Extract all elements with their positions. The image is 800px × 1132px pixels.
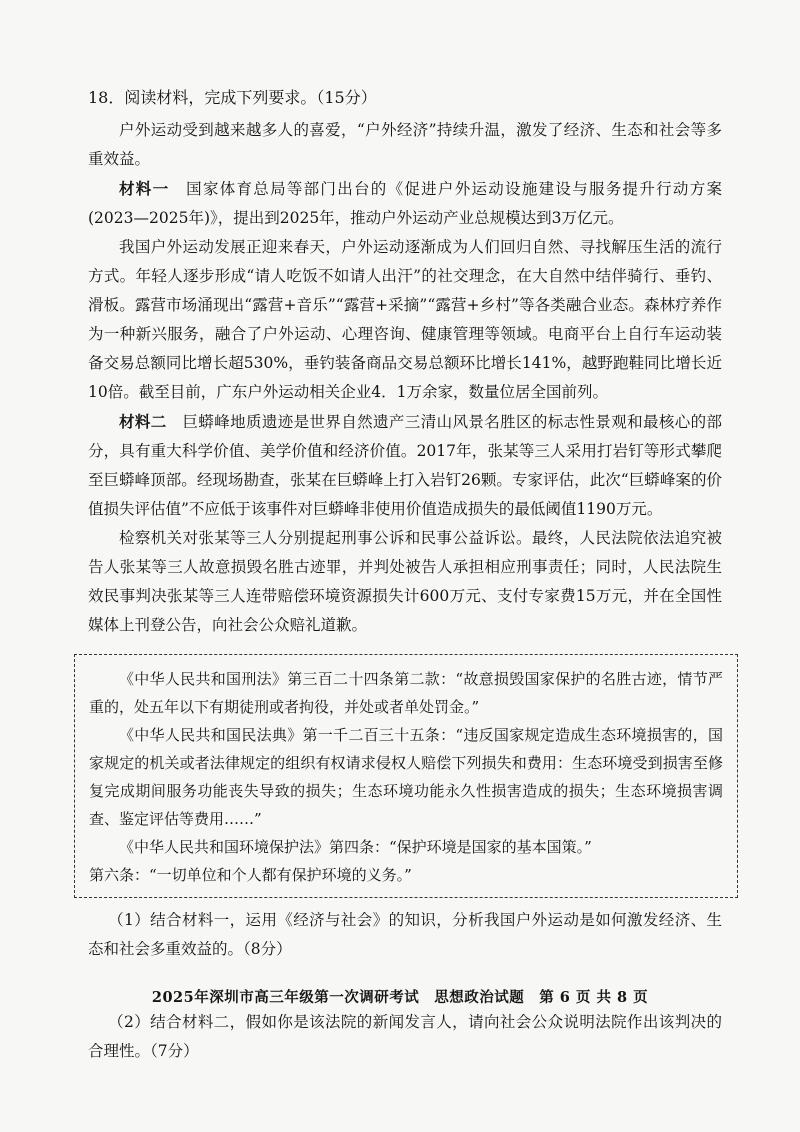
question-18 [88, 84, 722, 1066]
question-title: 18．阅读材料，完成下列要求。（15分） [88, 88, 377, 107]
law-excerpts-box [74, 654, 738, 898]
material-2-label: 材料二 [119, 412, 167, 431]
material-1-label: 材料一 [119, 179, 170, 198]
sub-question-1: （1）结合材料一，运用《经济与社会》的知识，分析我国户外运动是如何激发经济、生态和社会多重效益的。（8分） [88, 911, 722, 958]
law-civil-code: 《中华人民共和国民法典》第一千二百三十五条：“违反国家规定造成生态环境损害的，国家规定的机关或者法律规定的组织有权请求侵权人赔偿下列损失和费用：生态环境受到损害至修复完成期间服务功能丧失导致的损失；生态环境功能永久性损害造成的损失；生态环境损害调查、鉴定评估等费用……” [89, 726, 723, 828]
material-2-paragraph-2: 检察机关对张某等三人分别提起刑事公诉和民事公益诉讼。最终，人民法院依法追究被告人张某等三人故意损毁名胜古迹罪，并判处被告人承担相应刑事责任；同时，人民法院生效民事判决张某等三人连带赔偿环境资源损失计600万元、支付专家费15万元，并在全国性媒体上刊登公告，向社会公众赔礼道歉。 [88, 529, 722, 634]
law-environmental-protection-art4: 《中华人民共和国环境保护法》第四条：“保护环境是国家的基本国策。” [119, 838, 592, 856]
material-1-paragraph-1 [88, 174, 722, 233]
material-2-paragraph-1 [88, 407, 722, 524]
law-environmental-protection-art6: 第六条：“一切单位和个人都有保护环境的义务。” [89, 866, 412, 884]
law-criminal-code: 《中华人民共和国刑法》第三百二十四条第二款：“故意损毁国家保护的名胜古迹，情节严重的，处五年以下有期徒刑或者拘役，并处或者单处罚金。” [89, 670, 723, 716]
sub-question-2: （2）结合材料二，假如你是该法院的新闻发言人，请向社会公众说明法院作出该判决的合理性。（7分） [88, 1013, 722, 1060]
material-2-text-1: 巨蟒峰地质遗迹是世界自然遗产三清山风景名胜区的标志性景观和最核心的部分，具有重大科学价值、美学价值和经济价值。2017年，张某等三人采用打岩钉等形式攀爬至巨蟒峰顶部。经现场勘查，张某在巨蟒峰上打入岩钉26颗。专家评估，此次“巨蟒峰案的价值损失评估值”不应低于该事件对巨蟒峰非使用价值造成损失的最低阈值1190万元。 [88, 413, 722, 518]
material-1-text-1: 国家体育总局等部门出台的《促进户外运动设施建设与服务提升行动方案(2023—2025年)》，提出到2025年，推动户外运动产业总规模达到3万亿元。 [88, 180, 722, 227]
page-footer: 2025年深圳市高三年级第一次调研考试 思想政治试题 第 6 页 共 8 页 [151, 989, 649, 1006]
material-1-paragraph-2: 我国户外运动发展正迎来春天，户外运动逐渐成为人们回归自然、寻找解压生活的流行方式。年轻人逐步形成“请人吃饭不如请人出汗”的社交理念，在大自然中结伴骑行、垂钓、滑板。露营市场涌现出“露营+音乐”“露营+采摘”“露营+乡村”等各类融合业态。森林疗养作为一种新兴服务，融合了户外运动、心理咨询、健康管理等领域。电商平台上自行车运动装备交易总额同比增长超530%，垂钓装备商品交易总额环比增长141%，越野跑鞋同比增长近10倍。截至目前，广东户外运动相关企业4．1万余家，数量位居全国前列。 [88, 238, 722, 401]
question-intro: 户外运动受到越来越多人的喜爱，“户外经济”持续升温，激发了经济、生态和社会等多重效益。 [88, 121, 722, 168]
